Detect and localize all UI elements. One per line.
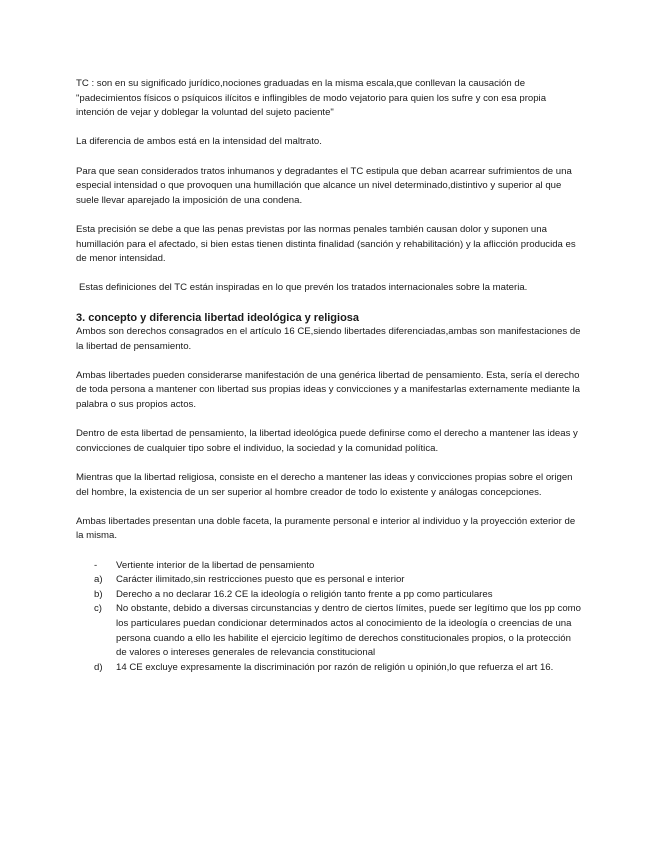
paragraph-ideological-freedom: Dentro de esta libertad de pensamiento, la libertad ideológica puede definirse como el derecho a mantener las ideas y convicciones de cualquier tipo sobre el individuo, la sociedad y la comunidad política. [76,428,578,454]
list-item [76,588,581,603]
list-marker: a) [94,574,103,586]
document-body [76,77,581,675]
paragraph-inhuman-treatment: Para que sean considerados tratos inhumanos y degradantes el TC estipula que deban acarrear sufrimientos de una especial intensidad o que provoquen una humillación que alcance un nivel determinado,distintivo y superior al que suele llevar aparejado la imposición de una condena. [76,165,572,206]
list-marker: c) [94,603,102,615]
list-item-text: 14 CE excluye expresamente la discriminación por razón de religión u opinión,lo que refuerza el art 16. [116,661,554,673]
paragraph-international-treaties: Estas definiciones del TC están inspiradas en lo que prevén los tratados internacionales sobre la materia. [79,282,528,294]
list-item [76,661,581,676]
list-item-text: Vertiente interior de la libertad de pensamiento [116,559,315,571]
list-marker: - [94,559,98,571]
paragraph-difference-intensity: La diferencia de ambos está en la intensidad del maltrato. [76,136,322,148]
paragraph-double-facet: Ambas libertades presentan una doble faceta, la puramente personal e interior al individuo y la proyección exterior de la misma. [76,515,576,542]
list-item [76,559,581,574]
list-marker: d) [94,661,103,673]
list-item [76,573,581,588]
paragraph-penalty-precision: Esta precisión se debe a que las penas previstas por las normas penales también causan dolor y suponen una humillación para el afectado, si bien estas tienen distinta finalidad (sanción y rehabilitación) y la aflicción producida es de menor intensidad. [76,223,576,265]
list-item-text: No obstante, debido a diversas circunstancias y dentro de ciertos límites, puede ser legítimo que los pp como los particulares puedan condicionar determinados actos al conocimiento de la ideología o creencias de una persona cuando a ello les habilite el ejercicio legítimo de derechos constitucionales propios, o la protección de valores o intereses generales de relevancia constitucional [116,603,582,659]
paragraph-tc-definition: TC : son en su significado jurídico,nociones graduadas en la misma escala,que conllevan la causación de "padecimientos físicos o psíquicos ilícitos e inflingibles de modo vejatorio para quien los sufre y con esa propia intención de vejar y doblegar la voluntad del sujeto paciente" [76,78,547,119]
paragraph-religious-freedom: Mientras que la libertad religiosa, consiste en el derecho a mantener las ideas y convicciones propias sobre el origen del hombre, la existencia de un ser superior al hombre creador de todo lo existente y análogas concepciones. [76,472,573,498]
list-item-text: Carácter ilimitado,sin restricciones puesto que es personal e interior [116,574,405,586]
inner-aspect-list [76,559,581,676]
paragraph-article-16: Ambos son derechos consagrados en el artículo 16 CE,siendo libertades diferenciadas,ambas son manifestaciones de la libertad de pensamiento. [76,326,581,352]
section-heading-3: 3. concepto y diferencia libertad ideológica y religiosa [76,311,360,324]
list-marker: b) [94,588,103,600]
list-item [76,602,581,660]
paragraph-freedom-of-thought: Ambas libertades pueden considerarse manifestación de una genérica libertad de pensamiento. Esta, sería el derecho de toda persona a mantener con libertad sus propias ideas y convicciones y a manifestarlas externamente mediante la palabra o sus propios actos. [76,369,580,411]
list-item-text: Derecho a no declarar 16.2 CE la ideología o religión tanto frente a pp como particulares [116,588,493,600]
